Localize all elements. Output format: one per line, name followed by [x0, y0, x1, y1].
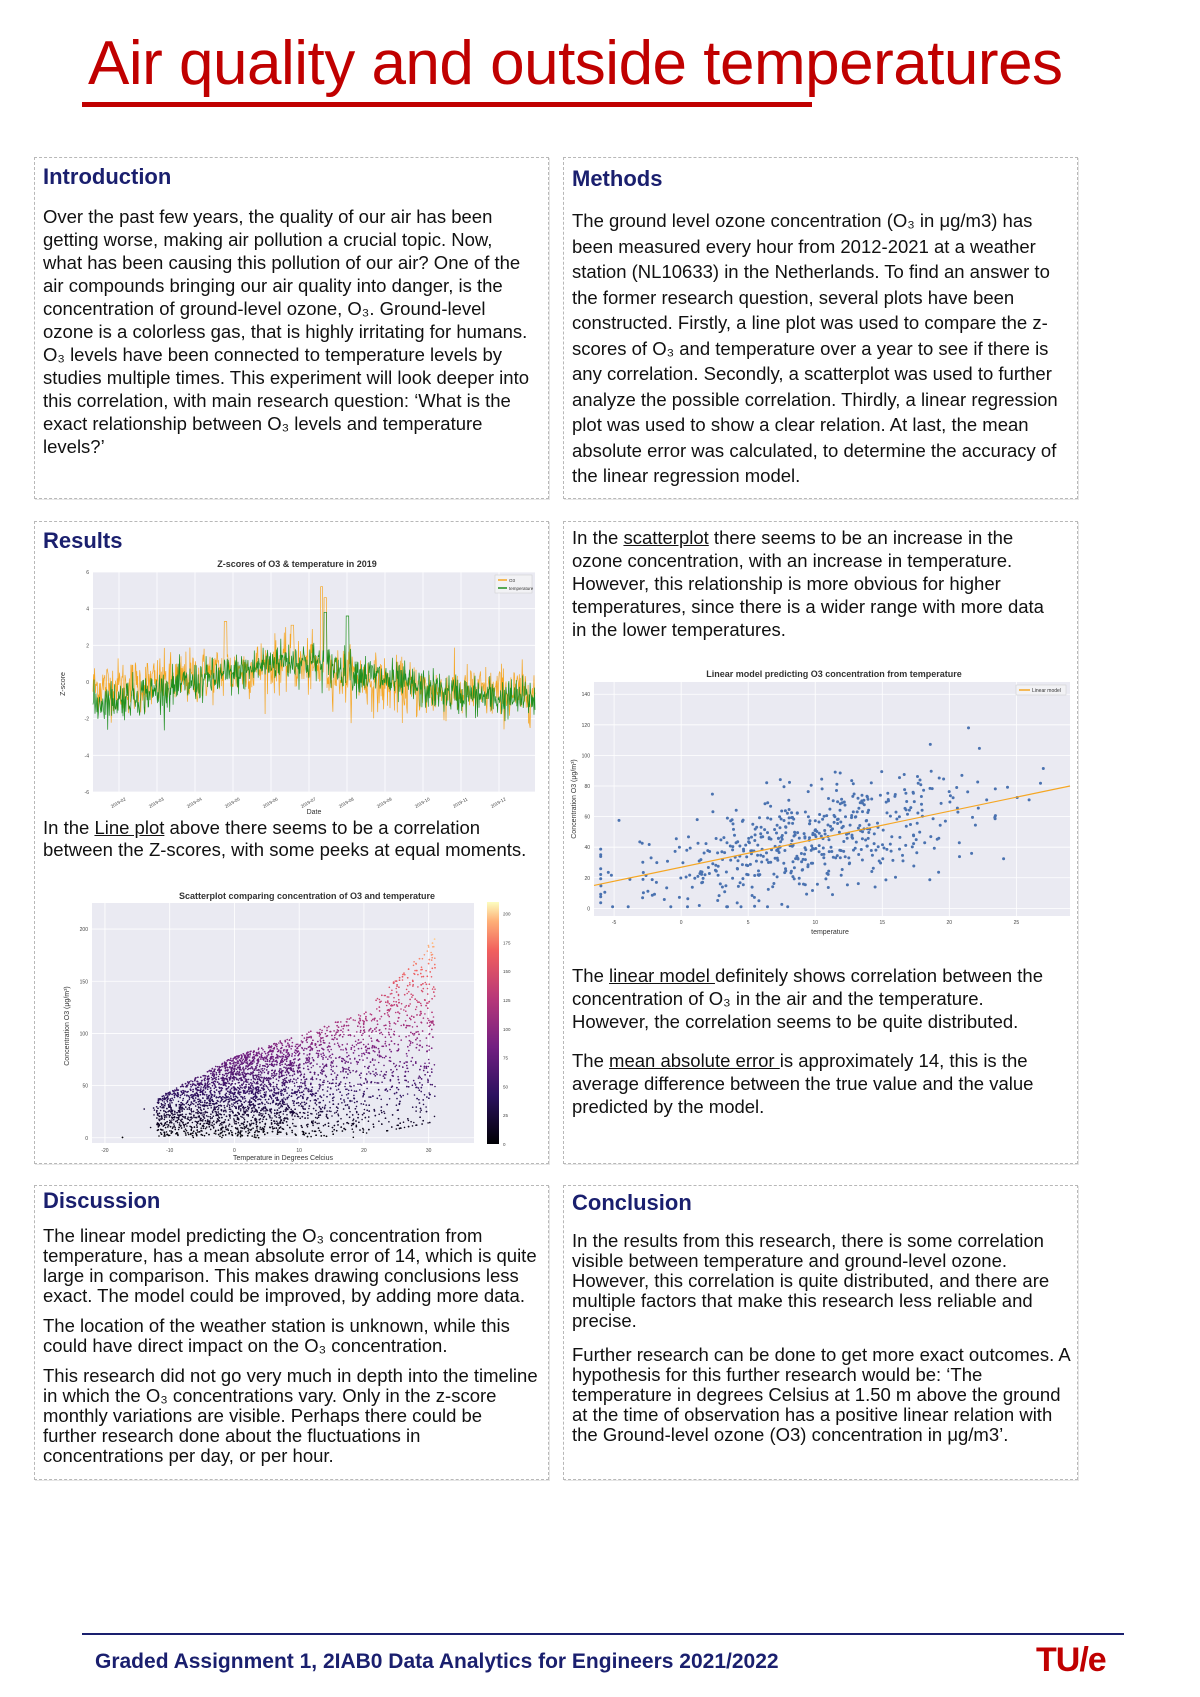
- scatter-chart-ylabel: Concentration O3 (μg/m³): [64, 986, 71, 1066]
- line-xtick-label: 2019-10: [413, 796, 431, 809]
- tue-logo: TU/e: [1036, 1641, 1106, 1679]
- line-plot-link[interactable]: Line plot: [94, 817, 165, 838]
- line-xtick-label: 2019-08: [337, 796, 355, 809]
- linear-ytick-label: 20: [584, 875, 590, 882]
- linear-xtick-label: 0: [679, 920, 683, 926]
- conclusion-heading: Conclusion: [572, 1190, 692, 1215]
- linear-ytick-label: 100: [581, 753, 590, 760]
- conclusion-paragraph-1: In the results from this research, there is some correlation visible between temperature and ground-level ozone. However, this correlation is quite distributed, and there are multiple factors that make this research less reliable and precise.: [572, 1230, 1050, 1331]
- scatter-chart-title: Scatterplot comparing concentration of O3 and temperature: [178, 891, 436, 901]
- linear-caption-before: The: [572, 965, 610, 986]
- line-xtick-label: 2019-12: [489, 796, 507, 809]
- scatter-ytick-label: 200: [79, 927, 88, 934]
- line-xtick-label: 2019-11: [451, 796, 469, 809]
- line-xtick-label: 2019-04: [185, 796, 203, 809]
- linear-plot-area: [594, 682, 1070, 916]
- scatterplot-link[interactable]: scatterplot: [623, 527, 709, 548]
- scatter-ytick-label: 150: [79, 979, 88, 986]
- linear-ytick-label: 120: [581, 722, 590, 729]
- line-xtick-label: 2019-06: [261, 796, 279, 809]
- line-plot-caption-after: above there seems to be a correlation between the Z-scores, with some peeks at equal moments.: [43, 817, 527, 860]
- colorbar-tick-label: 200: [503, 911, 511, 917]
- discussion-paragraph-3: This research did not go very much in depth into the timeline in which the O₃ concentrations vary. Only in the z-score monthly variations are visible. Perhaps there could be further research done about the fluctuations in concentrations per day, or per hour.: [43, 1365, 538, 1466]
- mae-caption-after: is approximately 14, this is the average difference between the true value and the value predicted by the model.: [572, 1050, 1034, 1117]
- mae-caption-before: The: [572, 1050, 610, 1071]
- line-ytick-label: 2: [86, 643, 89, 650]
- colorbar-tick-label: 100: [503, 1026, 511, 1032]
- scatter-caption: [572, 526, 1052, 641]
- scatter-xtick-label: 20: [361, 1148, 367, 1154]
- colorbar-tick-label: 75: [503, 1055, 509, 1061]
- line-xtick-label: 2019-05: [223, 796, 241, 809]
- poster-title: Air quality and outside temperatures: [88, 29, 1063, 98]
- linear-caption-after: definitely shows correlation between the concentration of O₃ in the air and the temperature. However, the correlation seems to be quite distributed.: [572, 965, 1044, 1032]
- linear-ytick-label: 60: [584, 814, 590, 821]
- results-right-panel: [563, 521, 1078, 1164]
- line-chart-ylabel: Z-score: [60, 672, 67, 696]
- line-plot-caption: [43, 817, 535, 861]
- linear-xtick-label: -5: [611, 920, 617, 926]
- scatter-chart-svg: [55, 888, 545, 1163]
- discussion-panel: [34, 1185, 549, 1480]
- results-heading: Results: [43, 528, 123, 553]
- scatter-ytick-label: 100: [79, 1031, 88, 1038]
- colorbar-tick-label: 175: [503, 940, 511, 946]
- introduction-text: Over the past few years, the quality of our air has been getting worse, making air pollution a crucial topic. Now, what has been causing this pollution of our air? One of the air compounds bringing our air quality into danger, is the concentration of ground-level ozone, O₃. Ground-level ozone is a colorless gas, that is highly irritating for humans. O₃ levels have been connected to temperature levels by studies multiple times. This experiment will look deeper into this correlation, with main research question: ‘What is the exact relationship between O₃ levels and temperature levels?’: [43, 206, 530, 457]
- linear-ytick-label: 80: [584, 784, 590, 790]
- scatter-xtick-label: 30: [425, 1148, 432, 1154]
- scatter-xtick-label: -20: [101, 1148, 109, 1154]
- line-chart-legend: [495, 575, 534, 593]
- linear-xtick-label: 5: [746, 920, 750, 926]
- linear-model-chart-svg: [568, 666, 1073, 938]
- discussion-heading: Discussion: [43, 1188, 161, 1213]
- introduction-heading: Introduction: [43, 164, 172, 189]
- linear-chart-xlabel: temperature: [811, 929, 849, 936]
- title-underline: [82, 102, 812, 107]
- footer-text: Graded Assignment 1, 2IAB0 Data Analytics for Engineers 2021/2022: [95, 1650, 779, 1673]
- line-ytick-label: 0: [86, 680, 89, 686]
- legend-o3: O3: [509, 578, 516, 583]
- linear-caption: [572, 964, 1062, 1033]
- linear-xtick-label: 20: [946, 920, 953, 926]
- linear-xtick-label: 10: [812, 920, 819, 926]
- footer-rule: [82, 1633, 1124, 1635]
- line-ytick-label: 4: [86, 606, 89, 613]
- scatter-xtick-label: 10: [296, 1148, 302, 1154]
- linear-chart-title: Linear model predicting O3 concentration from temperature: [706, 669, 962, 679]
- linear-model-chart: [568, 666, 1073, 938]
- line-plot-caption-before: In the: [43, 817, 95, 838]
- line-xtick-label: 2019-03: [147, 796, 165, 809]
- colorbar-tick-label: 0: [503, 1142, 506, 1147]
- colorbar-tick-label: 50: [503, 1084, 509, 1090]
- discussion-paragraph-2: The location of the weather station is unknown, while this could have direct impact on the O₃ concentration.: [43, 1315, 510, 1356]
- scatter-caption-before: In the: [572, 527, 624, 548]
- linear-chart-ylabel: Concentration O3 (μg/m³): [571, 759, 578, 839]
- linear-legend: [1016, 685, 1066, 695]
- linear-ytick-label: 140: [581, 692, 590, 699]
- results-panel: [34, 521, 549, 1164]
- discussion-paragraph-1: The linear model predicting the O₃ concentration from temperature, has a mean absolute error of 14, which is quite large in comparison. This makes drawing conclusions less exact. The model could be improved, by adding more data.: [43, 1225, 537, 1306]
- line-ytick-label: -6: [84, 790, 89, 796]
- line-xtick-label: 2019-02: [109, 796, 127, 809]
- line-ytick-label: 6: [86, 570, 89, 576]
- linear-ytick-label: 0: [587, 906, 590, 913]
- line-xtick-label: 2019-09: [375, 796, 393, 809]
- scatter-xtick-label: -10: [166, 1148, 174, 1154]
- scatter-chart: [55, 888, 545, 1163]
- methods-text: The ground level ozone concentration (O₃ in μg/m3) has been measured every hour from 2012-2021 at a weather station (NL10633) in the Netherlands. To find an answer to the former research question, several plots have been constructed. Firstly, a line plot was used to compare the z-scores of O₃ and temperature over a year to see if there is any correlation. Secondly, a scatterplot was used to further analyze the possible correlation. Thirdly, a linear regression plot was used to show a clear relation. At last, the mean absolute error was calculated, to determine the accuracy of the linear regression model.: [572, 210, 1058, 486]
- linear-xtick-label: 25: [1013, 920, 1020, 926]
- methods-panel: [563, 157, 1078, 499]
- scatter-chart-xlabel: Temperature in Degrees Celcius: [233, 1155, 333, 1162]
- line-chart-svg: [55, 556, 539, 818]
- colorbar-tick-label: 150: [503, 969, 511, 975]
- scatter-xtick-label: 0: [233, 1148, 236, 1154]
- scatter-ytick-label: 50: [82, 1083, 88, 1090]
- colorbar-tick-label: 25: [503, 1113, 509, 1119]
- line-ytick-label: -2: [84, 716, 89, 723]
- legend-linear-model: Linear model: [1032, 688, 1061, 694]
- colorbar-tick-label: 125: [503, 997, 511, 1003]
- linear-model-link[interactable]: linear model: [609, 965, 715, 986]
- mae-caption: [572, 1049, 1062, 1118]
- methods-heading: Methods: [572, 166, 663, 191]
- line-ytick-label: -4: [84, 753, 89, 760]
- line-xtick-label: 2019-07: [299, 796, 317, 809]
- colorbar: [487, 902, 499, 1144]
- linear-ytick-label: 40: [584, 845, 590, 852]
- conclusion-panel: [563, 1185, 1078, 1480]
- line-chart-xlabel: Date: [306, 809, 322, 816]
- mae-link[interactable]: mean absolute error: [609, 1050, 780, 1071]
- scatter-caption-after: there seems to be an increase in the ozone concentration, with an increase in temperature. However, this relationship is more obvious for higher temperatures, since there is a wider range with more data in the lower temperatures.: [572, 527, 1044, 640]
- conclusion-paragraph-2: Further research can be done to get more exact outcomes. A hypothesis for this further research would be: ‘The temperature in degrees Celsius at 1.50 m above the ground at the time of observation has a positive linear relation with the Ground-level ozone (O3) concentration in μg/m3’.: [572, 1344, 1070, 1445]
- linear-xtick-label: 15: [879, 920, 886, 926]
- line-chart-title: Z-scores of O3 & temperature in 2019: [217, 559, 377, 569]
- introduction-panel: [34, 157, 549, 499]
- legend-temperature: temperature: [509, 586, 534, 591]
- scatter-ytick-label: 0: [85, 1135, 88, 1142]
- line-chart: [55, 556, 539, 818]
